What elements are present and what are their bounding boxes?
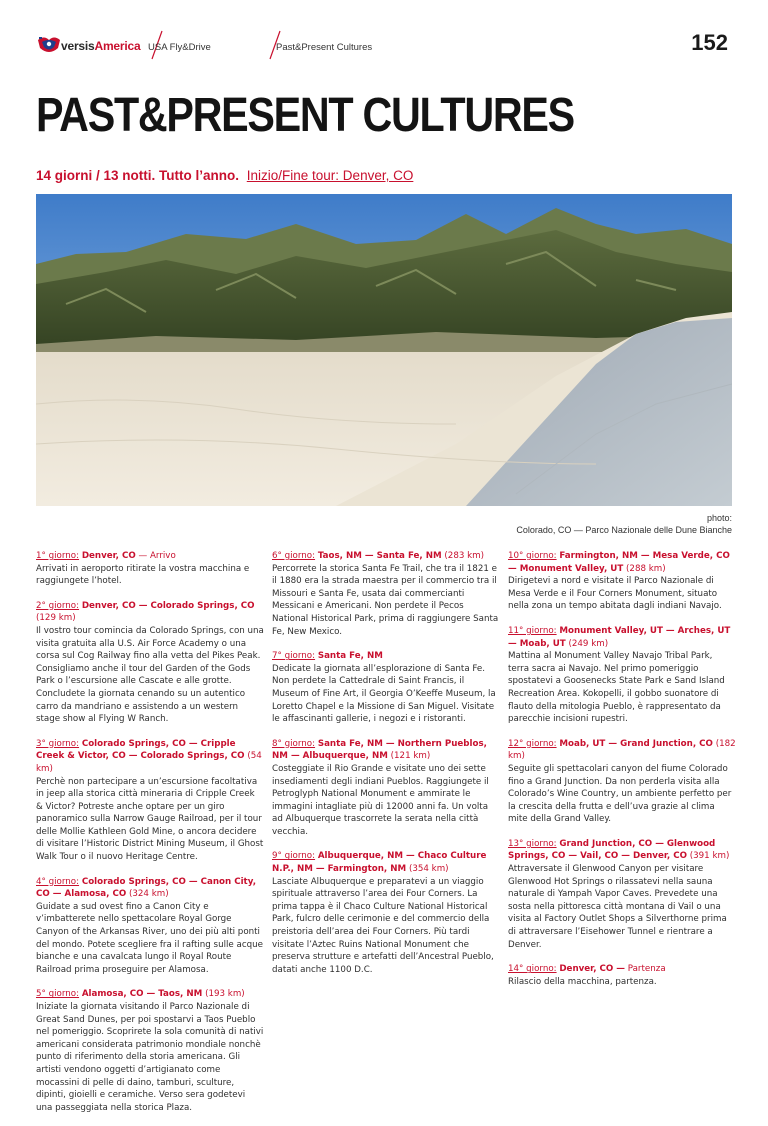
day-description: Lasciate Albuquerque e preparatevi a un viaggio spirituale attraverso l’area dei Four Corners. La prima tappa è il Chaco Culture National Historical Park, fulcro delle cerimonie e del commercio della preistoria dell’area dei Four Corners. Più tardi visitate l’Aztec Ruins National Monument che preserva strutture e artefatti dell’Ancestral Pueblo, datati anche 1100 D.C.: [272, 876, 494, 975]
itinerary-day: [36, 550, 264, 588]
day-heading: [508, 550, 736, 575]
day-route: Denver, CO: [81, 551, 136, 561]
day-route: Monument Valley, UT — Arches, UT — Moab, UT: [508, 625, 731, 649]
itinerary-day: [36, 600, 264, 726]
itinerary-day: [508, 963, 736, 988]
day-description: Mattina al Monument Valley Navajo Tribal Park, terra sacra ai Navajo. Nel primo pomeriggio spostatevi a Goosenecks State Park e Sand Island Recreation Area. Kokopelli, il gobbo suonatore di flauto della mitologia Pueblo, è rappresentato da parecchie incisioni rupestri.: [508, 651, 725, 725]
day-description: Attraversate il Glenwood Canyon per visitare Glenwood Hot Springs o rilassatevi nella sauna naturale di Yampah Vapor Caves. Prevedete una sosta nella pittoresca città montana di Vail o una visita al Factory Outlet Shops a Silverthorne prima di attraversare l’Eisehower Tunnel e rientrare a Denver.: [508, 864, 727, 950]
day-distance: — Arrivo: [138, 551, 176, 561]
itinerary-column-1: [36, 550, 264, 1126]
day-heading: [272, 738, 500, 763]
day-number: 13° giorno:: [508, 838, 557, 849]
itinerary-day: [272, 850, 500, 976]
subsection-label: Past&Present Cultures: [276, 42, 373, 53]
logo-wordmark: [61, 39, 140, 53]
day-route: Albuquerque, NM — Chaco Culture N.P., NM — Farmington, NM: [272, 851, 487, 875]
day-route: Farmington, NM — Mesa Verde, CO — Monument Valley, UT: [508, 551, 730, 574]
day-description: Iniziate la giornata visitando il Parco Nazionale di Great Sand Dunes, per poi spostarvi a Taos Pueblo nel pomeriggio. Scoprirete la sola comunità di nativi americani considerata patrimonio mondiale nonchè punto di riferimento della storia americana. Gli artisti vendono oggetti d’artigianato come mocassini di pelle di daino, tamburi, sculture, dipinti, gioielli e ceramiche. Verso sera godetevi una passeggiata nella storica Plaza.: [36, 1002, 264, 1113]
section-label: USA Fly&Drive: [148, 42, 211, 53]
page-title: PAST&PRESENT CULTURES: [36, 89, 574, 142]
day-description: Arrivati in aeroporto ritirate la vostra macchina e raggiungete l’hotel.: [36, 563, 250, 587]
day-distance: (54 km): [36, 751, 262, 774]
day-number: 5° giorno:: [36, 989, 80, 1000]
tour-duration: 14 giorni / 13 notti. Tutto l’anno.: [36, 168, 239, 183]
day-route: Grand Junction, CO — Glenwood Springs, CO — Vail, CO — Denver, CO: [508, 838, 716, 862]
day-route: Taos, NM — Santa Fe, NM: [317, 551, 442, 561]
day-route: Alamosa, CO — Taos, NM: [81, 989, 203, 1000]
day-description: Dirigetevi a nord e visitate il Parco Nazionale di Mesa Verde e il Four Corners Monument, situato nella zona un tempo abitata dagli indiani Navajo.: [508, 576, 722, 612]
day-distance: Partenza: [627, 964, 666, 975]
day-route: Moab, UT — Grand Junction, CO: [559, 738, 713, 749]
day-distance: (288 km): [626, 563, 666, 574]
day-description: Costeggiate il Rio Grande e visitate uno dei sette insediamenti degli indiani Pueblos. Raggiungete il Petroglyph National Monument e ammirate le immagini intagliate più di 12000 anni fa. Un volta ad Albuquerque trascorrete la serata nella città vecchia.: [272, 763, 489, 837]
itinerary-day: [508, 550, 736, 613]
day-route: Denver, CO —: [559, 964, 625, 975]
itinerary-day: [272, 738, 500, 839]
day-heading: [36, 988, 264, 1001]
day-description: Dedicate la giornata all’esplorazione di Santa Fe. Non perdete la Cattedrale di Saint Francis, il Museum of Fine Art, il Georgia O’Keeffe Museum, la Loretto Chapel e la Missione di San Miguel. Visitate le affascinanti gallerie, i negozi e i ristoranti.: [272, 663, 496, 725]
day-distance: (193 km): [205, 989, 245, 1000]
day-heading: [36, 876, 264, 901]
day-distance: (129 km): [36, 613, 76, 624]
day-description: Guidate a sud ovest fino a Canon City e v’imbatterete nello spettacolare Royal Gorge Canyon of the Arkansas River, uno dei più alti ponti del mondo. Potete scegliere fra il rafting sulle acque bianche e una cavalcata lungo il Royal Route Railroad prima proseguire per Alamosa.: [36, 901, 263, 975]
day-distance: (354 km): [408, 864, 449, 875]
logo-america-text: America: [94, 39, 141, 53]
itinerary-day: [272, 650, 500, 726]
day-heading: [508, 963, 736, 976]
day-number: 7° giorno:: [272, 651, 316, 662]
hero-photo: [36, 194, 732, 506]
day-number: 9° giorno:: [272, 851, 316, 862]
day-distance: (324 km): [128, 889, 169, 900]
day-number: 14° giorno:: [508, 964, 557, 975]
day-description: Il vostro tour comincia da Colorado Springs, con una visita gratuita alla U.S. Air Force Academy o una corsa sul Cog Railway fino alla vetta del Pikes Peak. Consigliamo anche il tour del Garden of the Gods Park o l’escursione alle Cascate e alle grotte. Concludete la giornata cenando su un autentico carro da mandriano e assistendo a un western stage show al Flying W Ranch.: [36, 625, 264, 725]
itinerary-column-3: [508, 550, 736, 1000]
itinerary-day: [508, 625, 736, 726]
day-heading: [36, 600, 264, 625]
day-heading: [36, 550, 264, 563]
day-heading: [272, 650, 500, 663]
page-number: 152: [691, 30, 728, 55]
itinerary-day: [508, 738, 736, 826]
day-heading: [36, 738, 264, 776]
day-route: Santa Fe, NM: [317, 651, 383, 662]
day-number: 4° giorno:: [36, 876, 80, 887]
day-number: 11° giorno:: [508, 625, 557, 636]
day-heading: [272, 550, 500, 563]
day-heading: [272, 850, 500, 875]
tour-subtitle: [36, 168, 413, 183]
day-description: Perchè non partecipare a un’escursione facoltativa in jeep alla storica città mineraria di Cripple Creek & Victor? Potreste anche optare per un giro panoramico sulla Narrow Gauge Railroad, per il tour delle Mollie Kathleen Gold Mine, o ancora decidere di visitare l’Historic District Mining Museum, il Ghost Walk Tour o il nuovo Heritage Centre.: [36, 776, 264, 863]
day-heading: [508, 838, 736, 863]
itinerary-day: [36, 876, 264, 977]
day-route: Colorado Springs, CO — Cripple Creek & Victor, CO — Colorado Springs, CO: [36, 738, 245, 762]
day-number: 8° giorno:: [272, 738, 316, 749]
day-description: Seguite gli spettacolari canyon del fiume Colorado fino a Grand Junction. Da non perderla visita alla Colorado’s Wine Country, un ambiente perfetto per la crescita della frutta e dell’uva grazie al clima mite della Grand Valley.: [508, 763, 732, 825]
day-distance: (283 km): [444, 551, 485, 561]
photo-credit-caption: Colorado, CO — Parco Nazionale delle Dune Bianche: [516, 525, 732, 535]
day-route: Santa Fe, NM — Northern Pueblos, NM — Albuquerque, NM: [272, 738, 487, 762]
logo-emblem-icon: [36, 32, 62, 58]
day-route: Denver, CO — Colorado Springs, CO: [81, 600, 255, 611]
tour-start-end-link[interactable]: Inizio/Fine tour: Denver, CO: [246, 168, 414, 183]
itinerary-day: [508, 838, 736, 951]
day-description: Percorrete la storica Santa Fe Trail, che tra il 1821 e il 1880 era la strada maestra per il commercio tra il Missouri e Santa Fe, usata dai commercianti Messicani e Americani. Non perdete il Pecos National Historical Park, prima di raggiungere Santa Fe, New Mexico.: [272, 563, 499, 637]
itinerary-day: [36, 738, 264, 864]
day-number: 12° giorno:: [508, 738, 557, 749]
day-number: 3° giorno:: [36, 738, 80, 749]
day-number: 2° giorno:: [36, 600, 80, 611]
versis-america-logo[interactable]: [36, 32, 142, 58]
logo-versis-text: versis: [61, 39, 95, 53]
day-number: 1° giorno:: [36, 551, 80, 561]
sand-dunes-image: [36, 194, 732, 506]
page-header: [36, 30, 728, 60]
day-route: Colorado Springs, CO — Canon City, CO — Alamosa, CO: [36, 876, 256, 900]
day-number: 6° giorno:: [272, 551, 316, 561]
itinerary-day: [36, 988, 264, 1114]
day-distance: (249 km): [568, 638, 609, 649]
itinerary-day: [272, 550, 500, 638]
day-heading: [508, 625, 736, 650]
day-number: 10° giorno:: [508, 551, 557, 561]
day-distance: (182 km): [508, 738, 736, 762]
day-distance: (121 km): [390, 751, 431, 762]
photo-credit: [516, 512, 732, 536]
day-heading: [508, 738, 736, 763]
day-description: Rilascio della macchina, partenza.: [508, 976, 657, 987]
photo-credit-label: photo:: [706, 513, 732, 523]
day-distance: (391 km): [689, 851, 730, 862]
itinerary-column-2: [272, 550, 500, 988]
